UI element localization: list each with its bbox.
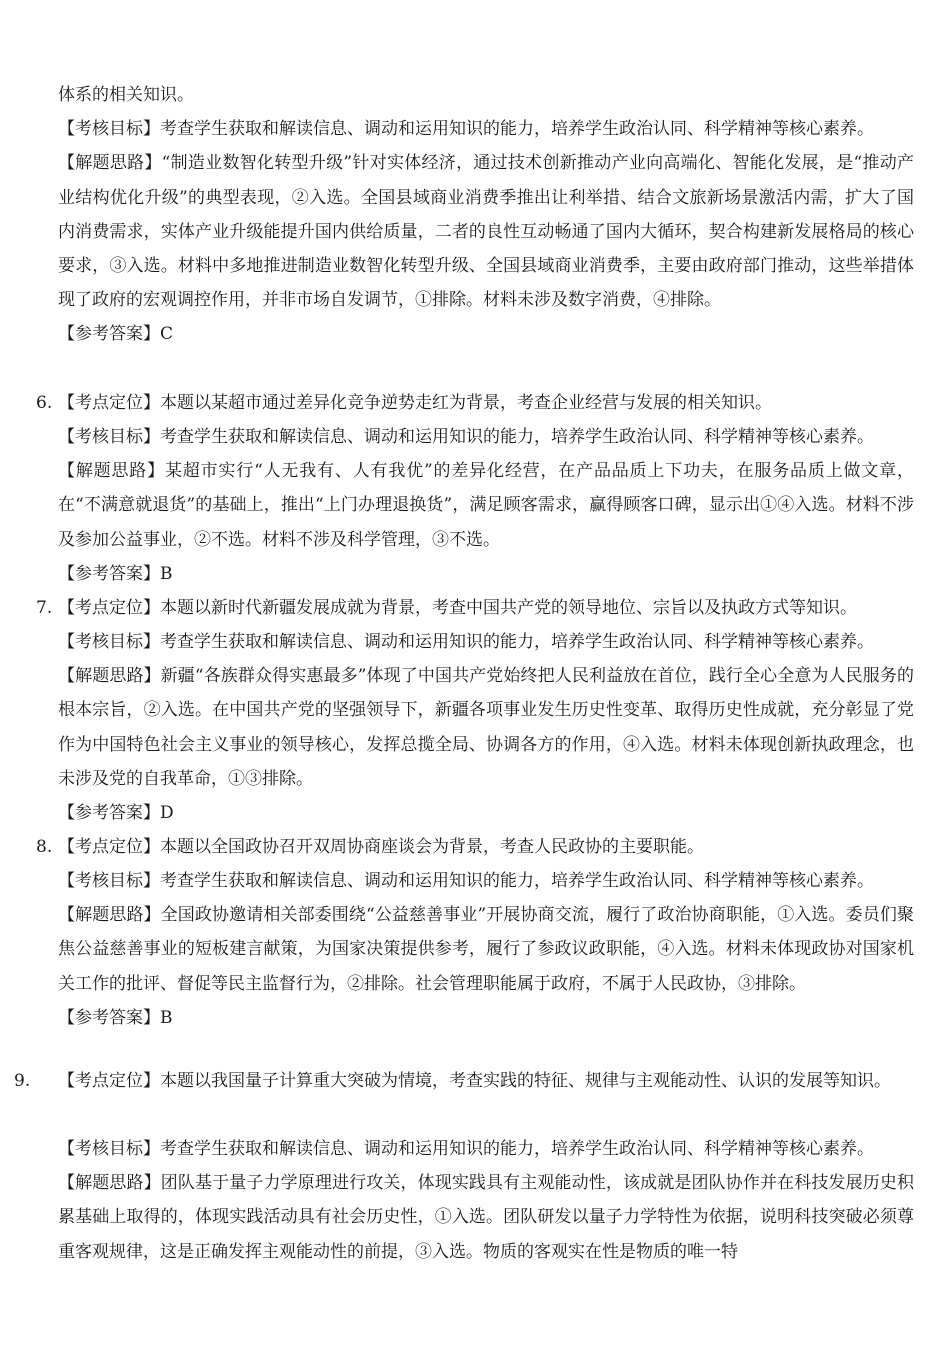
question-9-body xyxy=(58,1132,914,1269)
q5-answer: 【参考答案】C xyxy=(58,324,174,345)
q6-point: 【考点定位】本题以某超市通过差异化竞争逆势走红为背景，考查企业经营与发展的相关知识。 xyxy=(58,393,772,413)
question-8-body xyxy=(58,864,914,1035)
q7-answer: 【参考答案】D xyxy=(58,803,174,824)
question-6 xyxy=(36,386,914,420)
q7-idea: 【解题思路】新疆“各族群众得实惠最多”体现了中国共产党始终把人民利益放在首位，践行全心全意为人民服务的根本宗旨，②入选。在中国共产党的坚强领导下，新疆各项事业发生历史性变革、取得历史性成就，充分彰显了党作为中国特色社会主义事业的领导核心，发挥总揽全局、协调各方的作用，④入选。材料未体现创新执政理念，也未涉及党的自我革命，①③排除。 xyxy=(58,666,914,789)
question-7 xyxy=(36,591,914,625)
q9-point: 【考点定位】本题以我国量子计算重大突破为情境，考查实践的特征、规律与主观能动性、认识的发展等知识。 xyxy=(58,1071,891,1091)
q6-answer: 【参考答案】B xyxy=(58,563,173,584)
q9-idea: 【解题思路】团队基于量子力学原理进行攻关，体现实践具有主观能动性，该成就是团队协作并在科技发展历史积累基础上取得的，体现实践活动具有社会历史性，①入选。团队研发以量子力学特性为依据，说明科技突破必须尊重客观规律，这是正确发挥主观能动性的前提，③入选。物质的客观实在性是物质的唯一特 xyxy=(58,1173,914,1262)
q5-continuation xyxy=(58,78,914,352)
q9-goal: 【考核目标】考查学生获取和解读信息、调动和运用知识的能力，培养学生政治认同、科学精神等核心素养。 xyxy=(58,1139,874,1159)
q8-point: 【考点定位】本题以全国政协召开双周协商座谈会为背景，考查人民政协的主要职能。 xyxy=(58,837,704,857)
question-9 xyxy=(14,1064,914,1098)
question-7-body xyxy=(58,625,914,830)
q8-goal: 【考核目标】考查学生获取和解读信息、调动和运用知识的能力，培养学生政治认同、科学精神等核心素养。 xyxy=(58,871,874,891)
q7-goal: 【考核目标】考查学生获取和解读信息、调动和运用知识的能力，培养学生政治认同、科学精神等核心素养。 xyxy=(58,632,874,652)
q9-number: 9. xyxy=(14,1071,31,1091)
question-8 xyxy=(36,830,914,864)
q7-point: 【考点定位】本题以新时代新疆发展成就为背景，考查中国共产党的领导地位、宗旨以及执政方式等知识。 xyxy=(58,598,857,618)
q6-number: 6. xyxy=(36,393,53,413)
q5-cont-line: 体系的相关知识。 xyxy=(58,85,194,105)
q8-idea: 【解题思路】全国政协邀请相关部委围绕“公益慈善事业”开展协商交流，履行了政治协商职能，①入选。委员们聚焦公益慈善事业的短板建言献策，为国家决策提供参考，履行了参政议政职能，④入选。材料未体现政协对国家机关工作的批评、督促等民主监督行为，②排除。社会管理职能属于政府，不属于人民政协，③排除。 xyxy=(58,905,914,994)
q8-answer: 【参考答案】B xyxy=(58,1007,173,1028)
q6-goal: 【考核目标】考查学生获取和解读信息、调动和运用知识的能力，培养学生政治认同、科学精神等核心素养。 xyxy=(58,427,874,447)
question-6-body xyxy=(58,420,914,591)
q7-number: 7. xyxy=(36,598,53,618)
q8-number: 8. xyxy=(36,837,53,857)
q5-idea: 【解题思路】“制造业数智化转型升级”针对实体经济，通过技术创新推动产业向高端化、智能化发展，是“推动产业结构优化升级”的典型表现，②入选。全国县域商业消费季推出让利举措、结合文旅新场景激活内需，扩大了国内消费需求，实体产业升级能提升国内供给质量，二者的良性互动畅通了国内大循环，契合构建新发展格局的核心要求，③入选。材料中多地推进制造业数智化转型升级、全国县域商业消费季，主要由政府部门推动，这些举措体现了政府的宏观调控作用，并非市场自发调节，①排除。材料未涉及数字消费，④排除。 xyxy=(58,153,914,311)
q5-goal: 【考核目标】考查学生获取和解读信息、调动和运用知识的能力，培养学生政治认同、科学精神等核心素养。 xyxy=(58,119,874,140)
q6-idea: 【解题思路】某超市实行“人无我有、人有我优”的差异化经营，在产品品质上下功夫，在服务品质上做文章，在“不满意就退货”的基础上，推出“上门办理退换货”，满足顾客需求，赢得顾客口碑，显示出①④入选。材料不涉及参加公益事业，②不选。材料不涉及科学管理，③不选。 xyxy=(58,461,914,550)
